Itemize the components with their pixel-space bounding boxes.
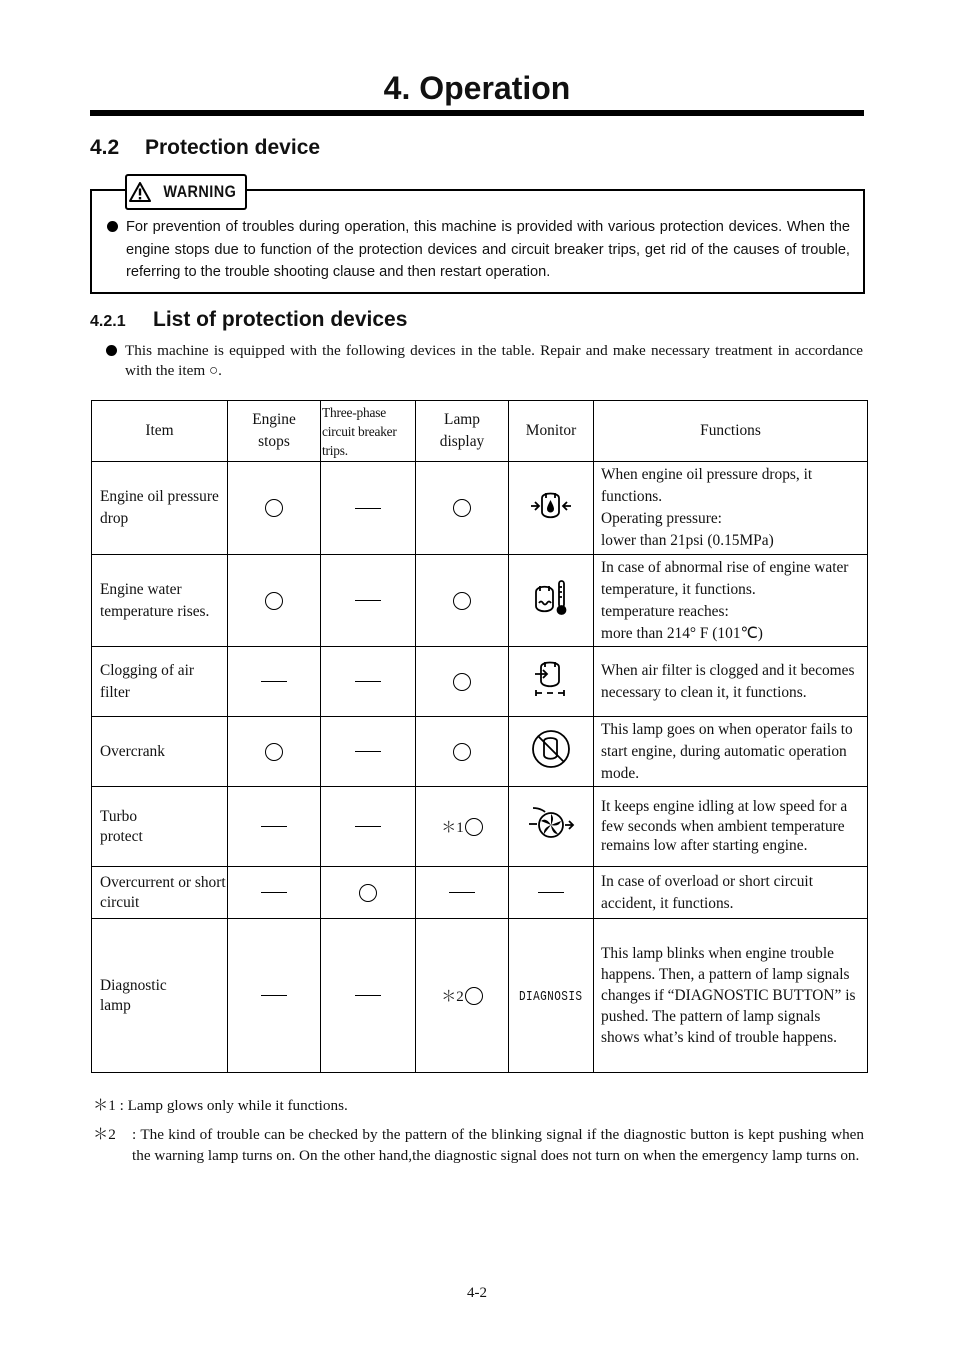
- diagnosis-label: DIAGNOSIS: [519, 989, 583, 1005]
- footnote-text: : The kind of trouble can be checked by the pattern of the blinking signal if the diagnostic button is kept pushing when the warning lamp turns on. On the other hand,the diagnostic signal does not turn on when the emergency lamp turns on.: [132, 1126, 864, 1164]
- header-functions: Functions: [594, 401, 868, 462]
- item-cell: Engine oil pressure drop: [92, 462, 228, 555]
- table-row: [92, 867, 868, 919]
- item-cell: Clogging of air filter: [92, 647, 228, 717]
- subsection-heading: [90, 308, 407, 332]
- functions-cell: [594, 647, 868, 717]
- function-line: When air filter is clogged and it becomes necessary to clean it, it functions.: [601, 661, 855, 701]
- functions-cell: [594, 867, 868, 919]
- engine-cell: [228, 462, 321, 555]
- dash-mark: [355, 681, 381, 682]
- circle-mark: [359, 884, 377, 902]
- engine-cell: [228, 717, 321, 787]
- dash-mark: [261, 995, 287, 996]
- lamp-note: ＊1: [441, 820, 464, 836]
- footnote-mark: ＊1: [93, 1097, 116, 1114]
- function-line: In case of abnormal rise of engine water temperature, it functions.: [601, 558, 849, 598]
- section-title: Protection device: [145, 136, 321, 159]
- warning-badge: [125, 174, 247, 210]
- functions-cell: [594, 717, 868, 787]
- lamp-cell: [416, 462, 509, 555]
- circle-mark: [465, 818, 483, 836]
- intro-text: [105, 341, 863, 381]
- protection-devices-table: [91, 400, 868, 1073]
- monitor-cell: [509, 867, 594, 919]
- monitor-cell: [509, 919, 594, 1073]
- air-filter-icon: [531, 657, 571, 706]
- table-header-row: [92, 401, 868, 462]
- dash-mark: [355, 600, 381, 601]
- lamp-cell: [416, 787, 509, 867]
- dash-mark: [261, 826, 287, 827]
- table-row: [92, 555, 868, 647]
- circle-mark: [265, 743, 283, 761]
- dash-mark: [355, 751, 381, 752]
- chapter-rule: [90, 110, 864, 116]
- table-row: [92, 717, 868, 787]
- breaker-cell: [321, 919, 416, 1073]
- bullet-icon: [107, 221, 118, 232]
- circle-mark: [265, 592, 283, 610]
- circle-mark: [453, 743, 471, 761]
- footnote-mark: ＊2: [93, 1126, 116, 1143]
- section-number: 4.2: [90, 136, 120, 159]
- engine-cell: [228, 647, 321, 717]
- breaker-cell: [321, 867, 416, 919]
- item-cell: Diagnostic lamp: [92, 919, 228, 1073]
- breaker-cell: [321, 787, 416, 867]
- function-line: lower than 21psi (0.15MPa): [601, 532, 774, 549]
- lamp-cell: [416, 919, 509, 1073]
- item-cell: Overcurrent or short circuit: [92, 867, 228, 919]
- engine-cell: [228, 867, 321, 919]
- functions-cell: [594, 919, 868, 1073]
- monitor-cell: [509, 647, 594, 717]
- function-line: It keeps engine idling at low speed for a few seconds when ambient temperature remains low after starting engine.: [601, 798, 848, 855]
- turbo-icon: [527, 804, 575, 849]
- dash-mark: [538, 892, 564, 893]
- warning-label: WARNING: [163, 182, 237, 201]
- monitor-cell: [509, 462, 594, 555]
- lamp-cell: [416, 555, 509, 647]
- dash-mark: [355, 826, 381, 827]
- overcrank-icon: [530, 728, 572, 775]
- functions-cell: [594, 555, 868, 647]
- intro-paragraph: This machine is equipped with the following devices in the table. Repair and make necessary treatment in accordance with the item ○.: [125, 342, 863, 379]
- engine-cell: [228, 787, 321, 867]
- footnote-text: : Lamp glows only while it functions.: [119, 1097, 348, 1114]
- lamp-cell: [416, 717, 509, 787]
- item-cell: Turbo protect: [92, 787, 228, 867]
- dash-mark: [355, 995, 381, 996]
- oil-pressure-icon: [529, 486, 573, 531]
- dash-mark: [449, 892, 475, 893]
- table-row: [92, 787, 868, 867]
- table-row: [92, 919, 868, 1073]
- breaker-cell: [321, 462, 416, 555]
- page-number: 4-2: [467, 1285, 487, 1301]
- monitor-cell: [509, 555, 594, 647]
- monitor-cell: [509, 717, 594, 787]
- subsection-number: 4.2.1: [90, 313, 126, 330]
- subsection-title: List of protection devices: [153, 308, 408, 331]
- table-row: [92, 462, 868, 555]
- circle-mark: [465, 987, 483, 1005]
- chapter-title: 4. Operation: [383, 70, 571, 106]
- function-line: This lamp goes on when operator fails to start engine, during automatic operation mode.: [601, 720, 853, 782]
- functions-cell: [594, 787, 868, 867]
- table-row: [92, 647, 868, 717]
- footnote-1: [93, 1094, 348, 1115]
- breaker-cell: [321, 717, 416, 787]
- function-line: Operating pressure:: [601, 510, 722, 527]
- water-temperature-icon: [531, 578, 571, 623]
- section-heading: [90, 136, 320, 160]
- warning-paragraph: For prevention of troubles during operation, this machine is provided with various protection devices. When the engine stops due to function of the protection devices and circuit breaker trips, get rid of the causes of trouble, referring to the trouble shooting clause and then restart operation.: [126, 219, 850, 280]
- header-lamp-display: Lamp display: [416, 401, 509, 462]
- breaker-cell: [321, 555, 416, 647]
- functions-cell: [594, 462, 868, 555]
- function-line: In case of overload or short circuit accident, it functions.: [601, 872, 813, 912]
- lamp-note: ＊2: [441, 989, 464, 1005]
- footnote-2: [93, 1124, 864, 1166]
- function-line: When engine oil pressure drops, it functions.: [601, 466, 813, 505]
- lamp-cell: [416, 647, 509, 717]
- lamp-cell: [416, 867, 509, 919]
- engine-cell: [228, 919, 321, 1073]
- warning-text: [105, 216, 850, 284]
- warning-triangle-icon: [129, 182, 151, 202]
- circle-mark: [453, 673, 471, 691]
- monitor-cell: [509, 787, 594, 867]
- dash-mark: [261, 892, 287, 893]
- header-breaker: Three-phase circuit breaker trips.: [321, 401, 416, 462]
- function-line: This lamp blinks when engine trouble happens. Then, a pattern of lamp signals changes if “DIAGNOSTIC BUTTON” is pushed. The pattern of lamp signals shows what’s kind of trouble happens.: [601, 945, 856, 1046]
- circle-mark: [453, 499, 471, 517]
- header-monitor: Monitor: [509, 401, 594, 462]
- dash-mark: [355, 508, 381, 509]
- circle-mark: [453, 592, 471, 610]
- item-cell: Engine water temperature rises.: [92, 555, 228, 647]
- header-engine-stops: Engine stops: [228, 401, 321, 462]
- item-cell: Overcrank: [92, 717, 228, 787]
- header-item: Item: [92, 401, 228, 462]
- breaker-cell: [321, 647, 416, 717]
- bullet-icon: [106, 345, 117, 356]
- function-line: more than 214° F (101℃): [601, 624, 763, 642]
- dash-mark: [261, 681, 287, 682]
- engine-cell: [228, 555, 321, 647]
- function-line: temperature reaches:: [601, 602, 729, 620]
- circle-mark: [265, 499, 283, 517]
